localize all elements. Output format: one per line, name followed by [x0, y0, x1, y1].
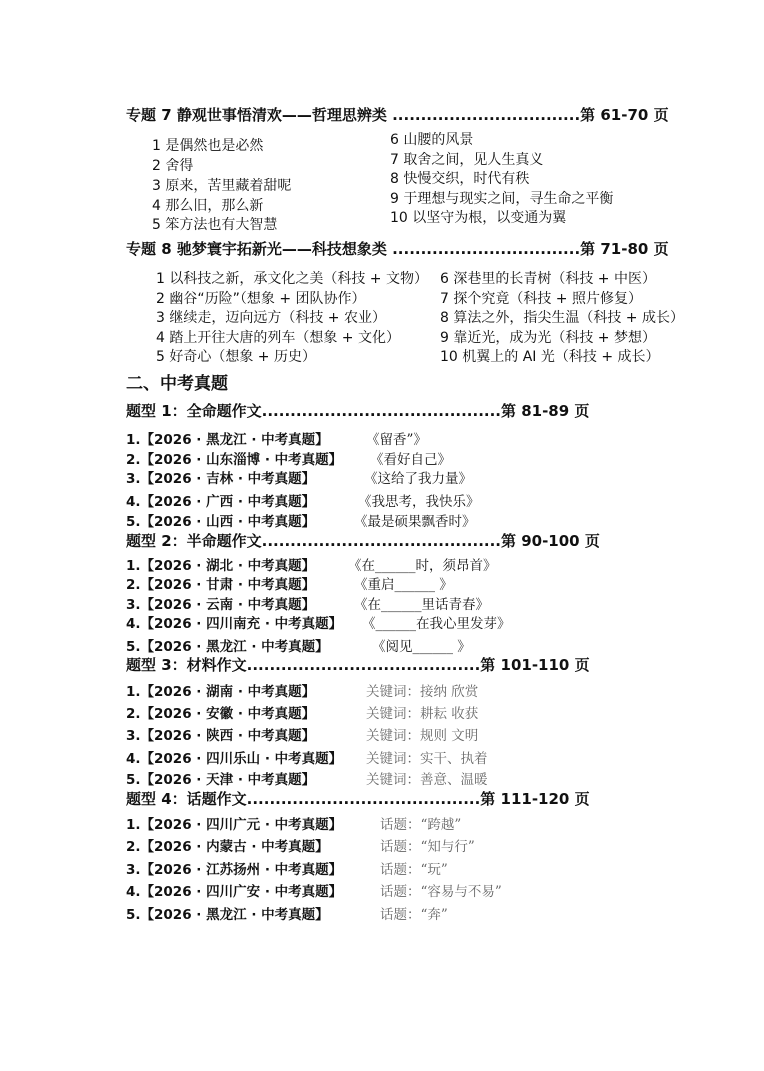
type4-heading: 题型 4：话题作文.........................................第 111-120 页	[126, 790, 590, 808]
exam-source: 2.【2026 · 甘肃 · 中考真题】	[126, 577, 316, 593]
topic7-item: 1 是偶然也是必然	[152, 138, 264, 154]
exam-source: 1.【2026 · 湖南 · 中考真题】	[126, 684, 316, 700]
topic8-item: 8 算法之外，指尖生温（科技 + 成长）	[440, 310, 684, 326]
topic7-heading: 专题 7 静观世事悟清欢——哲理思辨类 .................................第 61-70 页	[126, 106, 669, 124]
topic7-item: 8 快慢交织，时代有秩	[390, 171, 530, 187]
exam-source: 5.【2026 · 山西 · 中考真题】	[126, 514, 316, 530]
topic8-item: 10 机翼上的 AI 光（科技 + 成长）	[440, 349, 660, 365]
topic7-item: 4 那么旧，那么新	[152, 198, 264, 214]
topic7-item: 6 山腰的风景	[390, 132, 474, 148]
type2-heading: 题型 2：半命题作文..........................................第 90-100 页	[126, 532, 600, 550]
topic8-item: 1 以科技之新，承文化之美（科技 + 文物）	[156, 271, 428, 287]
topic8-item: 3 继续走，迈向远方（科技 + 农业）	[156, 310, 386, 326]
topic-text: 话题：“跨越”	[380, 817, 462, 833]
exam-source: 5.【2026 · 天津 · 中考真题】	[126, 772, 316, 788]
topic-text: 话题：“容易与不易”	[380, 884, 502, 900]
exam-source: 4.【2026 · 四川南充 · 中考真题】	[126, 616, 343, 632]
essay-title: 《看好自己》	[370, 452, 451, 468]
topic8-item: 5 好奇心（想象 + 历史）	[156, 349, 316, 365]
essay-title: 《留香”》	[366, 432, 427, 448]
topic8-item: 9 靠近光，成为光（科技 + 梦想）	[440, 330, 656, 346]
keywords: 关键词：实干、执着	[366, 751, 488, 767]
exam-source: 4.【2026 · 四川广安 · 中考真题】	[126, 884, 343, 900]
type3-heading: 题型 3：材料作文.........................................第 101-110 页	[126, 656, 590, 674]
exam-source: 4.【2026 · 四川乐山 · 中考真题】	[126, 751, 343, 767]
topic7-item: 9 于理想与现实之间，寻生命之平衡	[390, 191, 614, 207]
exam-source: 5.【2026 · 黑龙江 · 中考真题】	[126, 907, 329, 923]
exam-source: 5.【2026 · 黑龙江 · 中考真题】	[126, 639, 329, 655]
keywords: 关键词：接纳 欣赏	[366, 684, 479, 700]
topic7-item: 7 取舍之间，见人生真义	[390, 152, 544, 168]
exam-source: 3.【2026 · 吉林 · 中考真题】	[126, 471, 316, 487]
keywords: 关键词：耕耘 收获	[366, 706, 479, 722]
topic8-item: 6 深巷里的长青树（科技 + 中医）	[440, 271, 656, 287]
topic-text: 话题：“知与行”	[380, 839, 475, 855]
exam-source: 4.【2026 · 广西 · 中考真题】	[126, 494, 316, 510]
exam-source: 1.【2026 · 四川广元 · 中考真题】	[126, 817, 343, 833]
essay-title: 《阅见______ 》	[372, 639, 471, 655]
topic8-item: 2 幽谷“历险”（想象 + 团队协作）	[156, 291, 366, 307]
exam-source: 2.【2026 · 安徽 · 中考真题】	[126, 706, 316, 722]
topic-text: 话题：“玩”	[380, 862, 448, 878]
essay-title: 《在______时，须昂首》	[348, 558, 497, 574]
topic7-item: 3 原来，苦里藏着甜呢	[152, 178, 292, 194]
exam-source: 3.【2026 · 云南 · 中考真题】	[126, 597, 316, 613]
essay-title: 《我思考，我快乐》	[358, 494, 480, 510]
keywords: 关键词：规则 文明	[366, 728, 479, 744]
essay-title: 《最是硕果飘香时》	[354, 514, 476, 530]
essay-title: 《在______里话青春》	[354, 597, 489, 613]
essay-title: 《这给了我力量》	[364, 471, 472, 487]
keywords: 关键词：善意、温暖	[366, 772, 488, 788]
topic7-item: 2 舍得	[152, 158, 194, 174]
topic8-item: 7 探个究竟（科技 + 照片修复）	[440, 291, 642, 307]
topic8-item: 4 踏上开往大唐的列车（想象 + 文化）	[156, 330, 400, 346]
exam-source: 1.【2026 · 湖北 · 中考真题】	[126, 558, 316, 574]
section-title: 二、中考真题	[126, 374, 228, 394]
exam-source: 1.【2026 · 黑龙江 · 中考真题】	[126, 432, 329, 448]
exam-source: 3.【2026 · 江苏扬州 · 中考真题】	[126, 862, 343, 878]
essay-title: 《______在我心里发芽》	[362, 616, 511, 632]
topic7-item: 10 以坚守为根，以变通为翼	[390, 210, 567, 226]
type1-heading: 题型 1：全命题作文..........................................第 81-89 页	[126, 402, 590, 420]
exam-source: 2.【2026 · 内蒙古 · 中考真题】	[126, 839, 329, 855]
exam-source: 2.【2026 · 山东淄博 · 中考真题】	[126, 452, 343, 468]
exam-source: 3.【2026 · 陕西 · 中考真题】	[126, 728, 316, 744]
topic8-heading: 专题 8 驰梦寰宇拓新光——科技想象类 .................................第 71-80 页	[126, 240, 669, 258]
essay-title: 《重启______ 》	[354, 577, 453, 593]
topic-text: 话题：“奔”	[380, 907, 448, 923]
topic7-item: 5 笨方法也有大智慧	[152, 217, 278, 233]
